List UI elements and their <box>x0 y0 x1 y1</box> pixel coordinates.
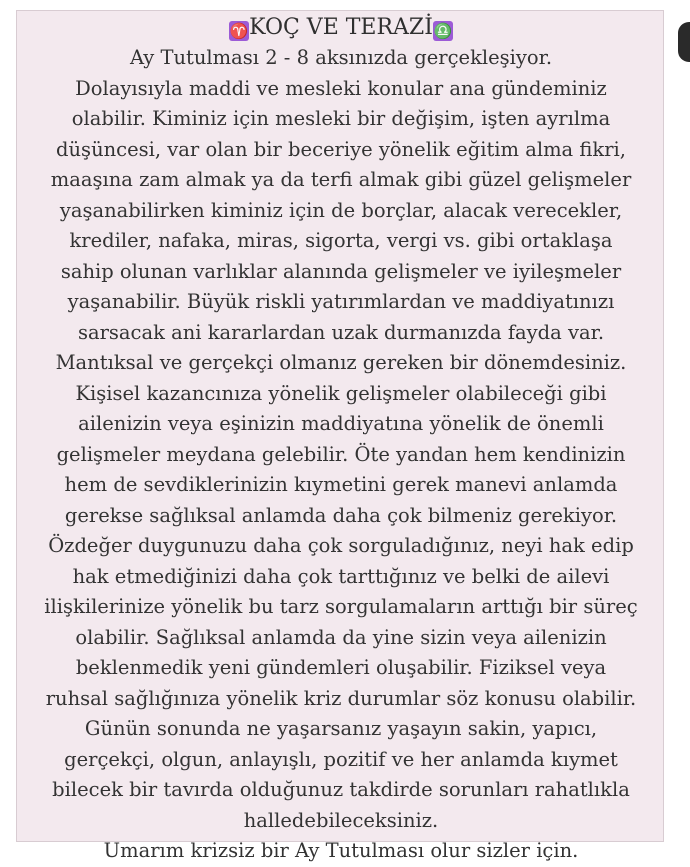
body-text <box>17 43 665 867</box>
title-row <box>17 13 665 43</box>
horoscope-card <box>16 10 664 862</box>
aries-icon: ♈ <box>229 22 249 40</box>
text-line: Günün sonunda ne yaşarsanız yaşayın sakin, yapıcı, <box>84 717 598 740</box>
page-title: KOÇ VE TERAZİ <box>249 15 433 40</box>
text-line: olabilir. Sağlıksal anlamda da yine sizin veya ailenizin <box>75 625 607 649</box>
text-line: gerekse sağlıksal anlamda daha çok bilmeniz gerekiyor. <box>64 503 618 527</box>
text-line: Ay Tutulması 2 - 8 aksınızda gerçekleşiyor. <box>129 46 553 69</box>
text-line: Özdeğer duygunuzu daha çok sorguladığınız, neyi hak edip <box>48 534 634 557</box>
text-line: halledebileceksiniz. <box>243 808 439 832</box>
text-line: yaşanabilir. Büyük riskli yatırımlardan ve maddiyatınızı <box>67 290 615 313</box>
text-line: olabilir. Kiminiz için mesleki bir değişim, işten ayrılma <box>71 107 611 130</box>
libra-icon: ♎ <box>433 22 453 40</box>
text-line: Umarım krizsiz bir Ay Tutulması olur sizler için. <box>103 839 579 862</box>
text-line: ilişkilerinize yönelik bu tarz sorgulamaların arttığı bir süreç <box>44 595 638 618</box>
text-line: Dolayısıyla maddi ve mesleki konular ana gündeminiz <box>75 76 607 100</box>
edge-shadow <box>678 22 690 62</box>
text-line: sahip olunan varlıklar alanında gelişmeler ve iyileşmeler <box>60 259 622 283</box>
text-line: ailenizin veya eşinizin maddiyatına yönelik de önemli <box>78 412 604 435</box>
text-line: sarsacak ani kararlardan uzak durmanızda fayda var. <box>77 320 605 344</box>
text-line: hem de sevdiklerinizin kıymetini gerek manevi anlamda <box>64 473 618 496</box>
text-line: bilecek bir tavırda olduğunuz takdirde sorunları rahatlıkla <box>52 778 630 801</box>
text-line: gerçekçi, olgun, anlayışlı, pozitif ve her anlamda kıymet <box>64 747 618 771</box>
text-line: Mantıksal ve gerçekçi olmanız gereken bir dönemdesiniz. <box>55 351 627 374</box>
text-line: yaşanabilirken kiminiz için de borçlar, alacak verecekler, <box>59 198 623 222</box>
text-line: gelişmeler meydana gelebilir. Öte yandan hem kendinizin <box>56 442 626 466</box>
text-line: Kişisel kazancınıza yönelik gelişmeler olabileceği gibi <box>75 381 607 405</box>
text-line: düşüncesi, var olan bir beceriye yönelik eğitim alma fikri, <box>56 137 626 161</box>
text-line: beklenmedik yeni gündemleri oluşabilir. Fiziksel veya <box>75 656 607 679</box>
text-line: hak etmediğinizi daha çok tarttığınız ve belki de ailevi <box>72 564 610 588</box>
text-line: krediler, nafaka, miras, sigorta, vergi vs. gibi ortaklaşa <box>69 229 613 252</box>
text-line: maaşına zam almak ya da terfi almak gibi güzel gelişmeler <box>50 168 632 191</box>
text-line: ruhsal sağlığınıza yönelik kriz durumlar söz konusu olabilir. <box>45 686 637 710</box>
